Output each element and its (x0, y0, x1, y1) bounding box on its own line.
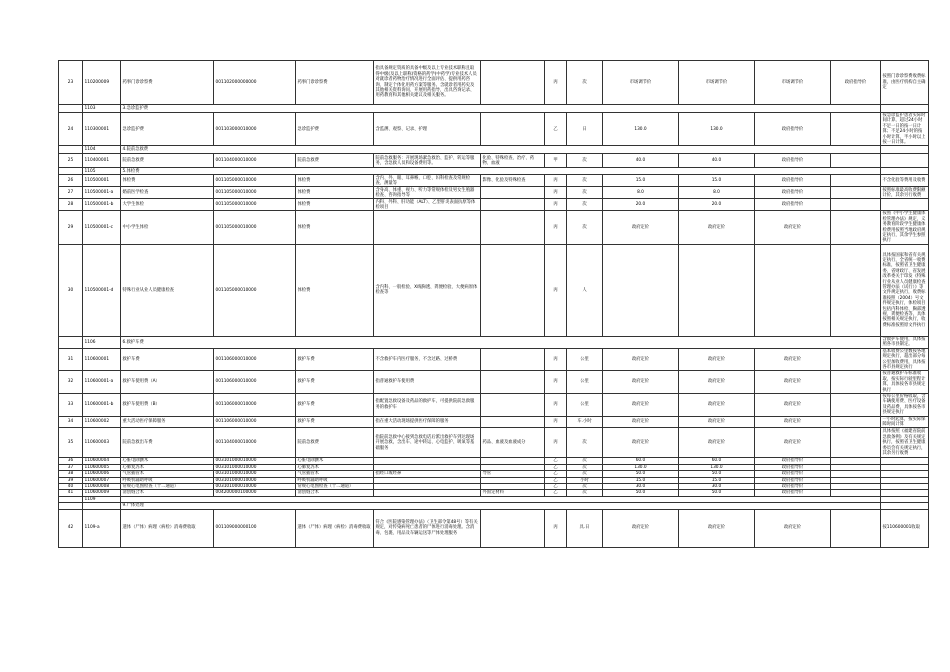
table-row (59, 416, 929, 428)
insurance-class: 乙 (545, 113, 567, 146)
insurance-class: 乙 (545, 471, 567, 477)
national-name: 院前急救费 (296, 154, 374, 168)
pricing-unit: 次 (567, 175, 603, 187)
section-note (881, 168, 929, 175)
item-code: 110600007 (83, 477, 121, 483)
national-code: 001104000010000 (214, 428, 296, 458)
pricing-form (831, 371, 881, 394)
item-name: 救护车使用费（B） (121, 393, 214, 416)
price-level-3: 政府指导价 (755, 199, 831, 211)
item-name: 气管插管术 (121, 471, 214, 477)
remark: 按照标准最高收费限额计价，其余另行收费 (881, 187, 929, 199)
item-name: 救护车使用费（A） (121, 371, 214, 394)
price-level-1: 30.0 (603, 484, 679, 490)
price-level-3: 政府定价 (755, 393, 831, 416)
remark (881, 154, 929, 168)
insurance-class: 丙 (545, 175, 567, 187)
table-row (59, 175, 929, 187)
row-number: 24 (59, 113, 83, 146)
excluded-content (481, 244, 545, 336)
insurance-class: 丙 (545, 509, 567, 547)
price-level-3: 政府定价 (755, 416, 831, 428)
table-row (59, 211, 929, 244)
insurance-class: 丙 (545, 187, 567, 199)
insurance-class: 丙 (545, 348, 567, 371)
national-code: 001104000010000 (214, 154, 296, 168)
excluded-content: 外固定材料 (481, 490, 545, 496)
price-level-3: 政府指导价 (755, 477, 831, 483)
table-row (59, 428, 929, 458)
pricing-form (831, 154, 881, 168)
row-number: 42 (59, 509, 83, 547)
item-name: 心肺复苏术 (121, 464, 214, 470)
national-code: 001103000010000 (214, 113, 296, 146)
excluded-content (481, 393, 545, 416)
row-number: 38 (59, 471, 83, 477)
national-name: 常规心电图检查（十二通道） (296, 484, 374, 490)
price-level-2: 市场调节价 (679, 61, 755, 105)
remark: 按照门诊诊察费收费标准，由医疗机构自主确定 (881, 61, 929, 105)
national-name: 体检费 (296, 199, 374, 211)
remark: 基本收费公里数按各地规定执行，超出部分每公里加收费用，具体按各市县规定执行 (881, 348, 929, 371)
empty-cell (59, 336, 83, 348)
excluded-content (481, 371, 545, 394)
price-level-2: 政府定价 (679, 348, 755, 371)
price-level-3: 政府指导价 (755, 490, 831, 496)
price-level-1: 50.0 (603, 490, 679, 496)
pricing-form (831, 416, 881, 428)
table-row (59, 244, 929, 336)
pricing-unit: 人 (567, 244, 603, 336)
pricing-unit: 次 (567, 154, 603, 168)
item-code: 110500001-c (83, 211, 121, 244)
row-number: 31 (59, 348, 83, 371)
national-code: 001105000010000 (214, 211, 296, 244)
national-name: 清创缝合术 (296, 490, 374, 496)
item-name: 重大活动医疗保障服务 (121, 416, 214, 428)
section-note (881, 105, 929, 113)
insurance-class: 丙 (545, 393, 567, 416)
item-code: 110500001-d (83, 244, 121, 336)
national-name: 救护车费 (296, 416, 374, 428)
remark: 按110600001收取 (881, 509, 929, 547)
item-name: 院前急救出车费 (121, 428, 214, 458)
price-level-2: 15.0 (679, 477, 755, 483)
insurance-class: 丙 (545, 244, 567, 336)
price-level-1: 60.0 (603, 458, 679, 464)
national-code: 004200000100000 (214, 490, 296, 496)
excluded-content (481, 113, 545, 146)
national-name: 救护车费 (296, 348, 374, 371)
pricing-unit: 小时 (567, 477, 603, 483)
price-level-2: 60.0 (679, 458, 755, 464)
price-level-1: 市场调节价 (603, 61, 679, 105)
national-code: 001105000010000 (214, 199, 296, 211)
section-row (59, 336, 929, 348)
row-number: 36 (59, 458, 83, 464)
item-code: 110600008 (83, 484, 121, 490)
pricing-unit: 公里 (567, 371, 603, 394)
item-name: 呼吸机辅助呼吸 (121, 477, 214, 483)
pricing-unit: 次 (567, 484, 603, 490)
row-number: 26 (59, 175, 83, 187)
insurance-class: 乙 (545, 490, 567, 496)
price-level-1: 15.0 (603, 477, 679, 483)
section-code: 1106 (83, 336, 121, 348)
item-code: 110600002 (83, 416, 121, 428)
pricing-unit: 次 (567, 464, 603, 470)
remark: 按急诊监护患者实际时间计算，超过24小时不足一日的按一日计算；不足24小时的按小时计算，半小时以上按一日计算。 (881, 113, 929, 146)
item-content: 指院前急救中心接到急救电话后派出救护车到达现场开展急救，含出车、途中转运、心电监护、吸氧等基础服务 (374, 428, 481, 458)
item-code: 110600004 (83, 458, 121, 464)
national-name: 气管插管术 (296, 471, 374, 477)
national-code: 003101000010000 (214, 484, 296, 490)
remark: 具体按国家和省有关规定执行，全省统一收费标准，按照省卫生健康委、省财政厅、省发展改革委关于印发《特殊行业从业人员健康检查管理办法（试行）》等文件规定执行，收费标准按照（2004）号文件规定执行，体检项目包括内科体检、胸部透视、粪便检查等，具体按照相关规定执行，收费标准按照原文件执行 (881, 244, 929, 336)
item-name: 急诊监护费 (121, 113, 214, 146)
empty-cell (59, 146, 83, 154)
item-code: 110600003 (83, 428, 121, 458)
insurance-class: 乙 (545, 477, 567, 483)
item-name: 药事门诊诊察费 (121, 61, 214, 105)
pricing-form (831, 211, 881, 244)
item-code: 110500001 (83, 175, 121, 187)
price-level-2: 130.0 (679, 113, 755, 146)
table-row (59, 113, 929, 146)
section-row (59, 146, 929, 154)
excluded-content (481, 509, 545, 547)
insurance-class: 丙 (545, 199, 567, 211)
table-row (59, 348, 929, 371)
excluded-content (481, 348, 545, 371)
remark (881, 199, 929, 211)
price-level-2: 政府定价 (679, 211, 755, 244)
row-number: 28 (59, 199, 83, 211)
national-name: 体检费 (296, 175, 374, 187)
national-code: 001109000000100 (214, 509, 296, 547)
item-code: 110400001 (83, 154, 121, 168)
item-name: 大学生体检 (121, 199, 214, 211)
remark: 一小时起算，按实际保障时间计算 (881, 416, 929, 428)
pricing-form (831, 113, 881, 146)
item-code: 110600001-a (83, 371, 121, 394)
row-number: 30 (59, 244, 83, 336)
national-code: 003101000010000 (214, 477, 296, 483)
item-code: 110600009 (83, 490, 121, 496)
price-level-1: 政府定价 (603, 371, 679, 394)
insurance-class: 丙 (545, 211, 567, 244)
section-title: 3.急诊监护费 (121, 105, 881, 113)
price-level-1: 40.0 (603, 154, 679, 168)
table-row (59, 393, 929, 416)
national-code: 001102000000000 (214, 61, 296, 105)
section-code: 1109 (83, 496, 121, 502)
national-code: 001106000010000 (214, 416, 296, 428)
item-name: 婚前医学检查 (121, 187, 214, 199)
price-level-1: 15.0 (603, 175, 679, 187)
remark: 按每公里价格收取，含车辆使用费、医疗设备及药品费，具体按各市县规定执行 (881, 393, 929, 416)
excluded-content: 药品、血液及血液成分 (481, 428, 545, 458)
pricing-form (831, 187, 881, 199)
price-level-3: 政府指导价 (755, 464, 831, 470)
price-level-3 (755, 244, 831, 336)
price-level-2: 15.0 (679, 175, 755, 187)
price-level-1: 政府定价 (603, 393, 679, 416)
insurance-class: 丙 (545, 416, 567, 428)
pricing-form (831, 393, 881, 416)
item-code: 110200009 (83, 61, 121, 105)
price-level-3: 政府定价 (755, 509, 831, 547)
excluded-content: 影像、化验及特殊检查 (481, 175, 545, 187)
section-title: 4.院前急救费 (121, 146, 881, 154)
pricing-form (831, 509, 881, 547)
row-number: 29 (59, 211, 83, 244)
table-row (59, 61, 929, 105)
price-level-2: 50.0 (679, 490, 755, 496)
price-level-2: 30.0 (679, 484, 755, 490)
item-content (374, 211, 481, 244)
fee-table-sheet (58, 60, 928, 548)
national-code: 001105000010000 (214, 175, 296, 187)
section-note: 含救护车使用，具体按照各市县制定。 (881, 336, 929, 348)
item-code: 110600001-b (83, 393, 121, 416)
excluded-content (481, 211, 545, 244)
pricing-unit: 次 (567, 471, 603, 477)
table-row (59, 199, 929, 211)
price-level-1: 130.0 (603, 113, 679, 146)
price-level-3: 政府指导价 (755, 175, 831, 187)
item-content: 指配置急救设备及药品的救护车，可提供院前急救服务的救护车 (374, 393, 481, 416)
price-level-1: 20.0 (603, 199, 679, 211)
pricing-unit: 次 (567, 428, 603, 458)
item-code: 110500001-b (83, 199, 121, 211)
row-number: 34 (59, 416, 83, 428)
price-level-3: 政府指导价 (755, 458, 831, 464)
item-content: 内科、外科、肝功能（ALT）、乙型肝炎表面抗原等体检项目 (374, 199, 481, 211)
price-level-2: 政府定价 (679, 393, 755, 416)
national-code: 001105000010000 (214, 187, 296, 199)
pricing-form: 政府指导价 (831, 61, 881, 105)
pricing-form (831, 175, 881, 187)
row-number: 25 (59, 154, 83, 168)
pricing-unit: 次 (567, 61, 603, 105)
item-content: 不含救护车内医疗服务，不含过路、过桥费 (374, 348, 481, 371)
section-title: 5.体检费 (121, 168, 881, 175)
price-level-3: 政府指导价 (755, 154, 831, 168)
empty-cell (59, 105, 83, 113)
pricing-form (831, 428, 881, 458)
price-level-1: 政府定价 (603, 348, 679, 371)
pricing-unit: 车.小时 (567, 416, 603, 428)
row-number: 23 (59, 61, 83, 105)
price-level-2: 政府定价 (679, 416, 755, 428)
remark: 按普通救护车标准收取，按实际行驶里程计算，具体按各市县规定执行 (881, 371, 929, 394)
insurance-class: 甲 (545, 154, 567, 168)
price-level-1: 8.0 (603, 187, 679, 199)
remark: 具体按照《福建省院前急救条例》及有关规定执行，按照省卫生健康委员会有关规定执行，其余另行收费 (881, 428, 929, 458)
pricing-unit: 次 (567, 458, 603, 464)
insurance-class: 乙 (545, 458, 567, 464)
item-content: 含身高、体重、视力、听力等常规体检及男女生殖器检查、咨询指导等 (374, 187, 481, 199)
excluded-content (481, 187, 545, 199)
price-level-3: 政府定价 (755, 348, 831, 371)
price-level-1: 政府定价 (603, 428, 679, 458)
table-row (59, 187, 929, 199)
item-code: 110600006 (83, 471, 121, 477)
national-name: 救护车费 (296, 393, 374, 416)
table-row (59, 154, 929, 168)
national-name: 救护车费 (296, 371, 374, 394)
row-number: 41 (59, 490, 83, 496)
national-name: 心肺复苏术 (296, 464, 374, 470)
item-name: 体检费 (121, 175, 214, 187)
insurance-class: 丙 (545, 428, 567, 458)
item-name: 特殊行业从业人员健康检查 (121, 244, 214, 336)
item-content: 符合《医院感染管理办法》（卫生部令第48号）等有关规定，对传染病死亡患者的尸体进行消毒处理。含消毒、包裹、用品及车辆运送等尸体处理服务 (374, 509, 481, 547)
price-level-1 (603, 244, 679, 336)
national-code: 003101000010000 (214, 458, 296, 464)
item-content: 指经口或经鼻 (374, 471, 481, 477)
item-name: 救护车费 (121, 348, 214, 371)
insurance-class: 丙 (545, 61, 567, 105)
item-content: 含内、外、眼、耳鼻喉、口腔、妇科检查及常规检查、测量等 (374, 175, 481, 187)
price-level-3: 政府指导价 (755, 113, 831, 146)
national-code: 001106000010000 (214, 348, 296, 371)
pricing-unit: 次 (567, 187, 603, 199)
item-content: 指在重大活动现场提供医疗保障的服务 (374, 416, 481, 428)
national-name: 院前急救费 (296, 428, 374, 458)
pricing-unit: 次 (567, 211, 603, 244)
item-code: 110600005 (83, 464, 121, 470)
price-level-3: 市场调节价 (755, 61, 831, 105)
section-code: 1104 (83, 146, 121, 154)
price-level-2: 政府定价 (679, 371, 755, 394)
price-level-2: 政府定价 (679, 428, 755, 458)
price-level-2: 50.0 (679, 471, 755, 477)
excluded-content (481, 61, 545, 105)
item-name: 中小学生体检 (121, 211, 214, 244)
price-level-3: 政府指导价 (755, 484, 831, 490)
national-name: 心脏电除颤术 (296, 458, 374, 464)
price-level-2: 政府定价 (679, 509, 755, 547)
table-row (59, 509, 929, 547)
national-code: 003101000010000 (214, 464, 296, 470)
section-code: 1105 (83, 168, 121, 175)
item-name: 心脏电除颤术 (121, 458, 214, 464)
row-number: 39 (59, 477, 83, 483)
pricing-unit: 公里 (567, 348, 603, 371)
price-level-1: 政府定价 (603, 211, 679, 244)
price-level-2: 130.0 (679, 464, 755, 470)
price-level-2: 40.0 (679, 154, 755, 168)
price-level-1: 130.0 (603, 464, 679, 470)
item-name: 常规心电图检查（十二通道） (121, 484, 214, 490)
price-level-3: 政府指导价 (755, 471, 831, 477)
item-content: 院前急救服务：开展现场紧急救治、监护、转运等服务，含急救人员和设备费用等。 (374, 154, 481, 168)
medical-fee-table (58, 60, 929, 548)
national-code: 001105000010000 (214, 244, 296, 336)
national-name: 遗体（尸体）病理（病检）消毒费收取 (296, 509, 374, 547)
national-name: 体检费 (296, 211, 374, 244)
section-code: 1103 (83, 105, 121, 113)
price-level-2 (679, 244, 755, 336)
price-level-3: 政府指导价 (755, 187, 831, 199)
pricing-unit: 公里 (567, 393, 603, 416)
price-level-1: 政府定价 (603, 416, 679, 428)
national-name: 药事门诊诊察费 (296, 61, 374, 105)
price-level-3: 政府定价 (755, 371, 831, 394)
insurance-class: 乙 (545, 464, 567, 470)
pricing-form (831, 244, 881, 336)
item-code: 1109-a (83, 509, 121, 547)
excluded-content (481, 199, 545, 211)
excluded-content: 导管 (481, 471, 545, 477)
excluded-content: 化验、特殊检查、治疗、药物、血液 (481, 154, 545, 168)
section-row (59, 105, 929, 113)
pricing-form (831, 348, 881, 371)
row-number: 40 (59, 484, 83, 490)
national-name: 体检费 (296, 187, 374, 199)
row-number: 33 (59, 393, 83, 416)
insurance-class: 乙 (545, 484, 567, 490)
item-content: 含监测、观察、记录、护理 (374, 113, 481, 146)
item-content: 指普通救护车使用费 (374, 371, 481, 394)
price-level-3: 政府定价 (755, 428, 831, 458)
item-name: 遗体（尸体）病理（病检）消毒费收取 (121, 509, 214, 547)
item-name: 清创缝合术 (121, 490, 214, 496)
national-code: 001106000010000 (214, 371, 296, 394)
pricing-form (831, 199, 881, 211)
item-code: 110600001 (83, 348, 121, 371)
section-note (881, 146, 929, 154)
item-code: 110500001-a (83, 187, 121, 199)
insurance-class: 丙 (545, 371, 567, 394)
section-row (59, 168, 929, 175)
pricing-unit: 具.日 (567, 509, 603, 547)
section-title: 6.救护车费 (121, 336, 881, 348)
price-level-2: 20.0 (679, 199, 755, 211)
row-number: 35 (59, 428, 83, 458)
national-code: 003101000010000 (214, 471, 296, 477)
national-code: 001106000010000 (214, 393, 296, 416)
pricing-unit: 次 (567, 490, 603, 496)
item-name: 院前急救费 (121, 154, 214, 168)
pricing-unit: 日 (567, 113, 603, 146)
national-name: 急诊监护费 (296, 113, 374, 146)
row-number: 37 (59, 464, 83, 470)
item-content: 指具备规定资质的具备中级及以上专业技术职称且取得中级(及以上职称)资格的药学(中药学)专业技术人员对就诊者药物治疗情况进行全面评估、提供用药咨询、制定个体化用药方案等服务。含就诊者用药史及其他相关资料询问、开展用药指导，出具咨询记录、用药教育和其他相关建议及相关服务。 (374, 61, 481, 105)
section-title: 9.尸体处理 (121, 503, 881, 509)
empty-cell (59, 168, 83, 175)
price-level-2: 8.0 (679, 187, 755, 199)
remark: 按照《中小学生健康体检管理办法》规定，义务教育阶段学生健康体检费用按照当地政府规定执行，其余学生参照执行 (881, 211, 929, 244)
price-level-3: 政府定价 (755, 211, 831, 244)
remark: 不含化验等费用及收费 (881, 175, 929, 187)
item-code: 110300001 (83, 113, 121, 146)
pricing-unit: 次 (567, 199, 603, 211)
row-number: 32 (59, 371, 83, 394)
national-name: 体检费 (296, 244, 374, 336)
item-content: 含内科、一般检验、X线胸透、粪便检验、大便病原体检查等 (374, 244, 481, 336)
price-level-1: 50.0 (603, 471, 679, 477)
price-level-1: 政府定价 (603, 509, 679, 547)
table-row (59, 371, 929, 394)
national-name: 呼吸机辅助呼吸 (296, 477, 374, 483)
excluded-content (481, 416, 545, 428)
row-number: 27 (59, 187, 83, 199)
table-body (59, 61, 929, 548)
